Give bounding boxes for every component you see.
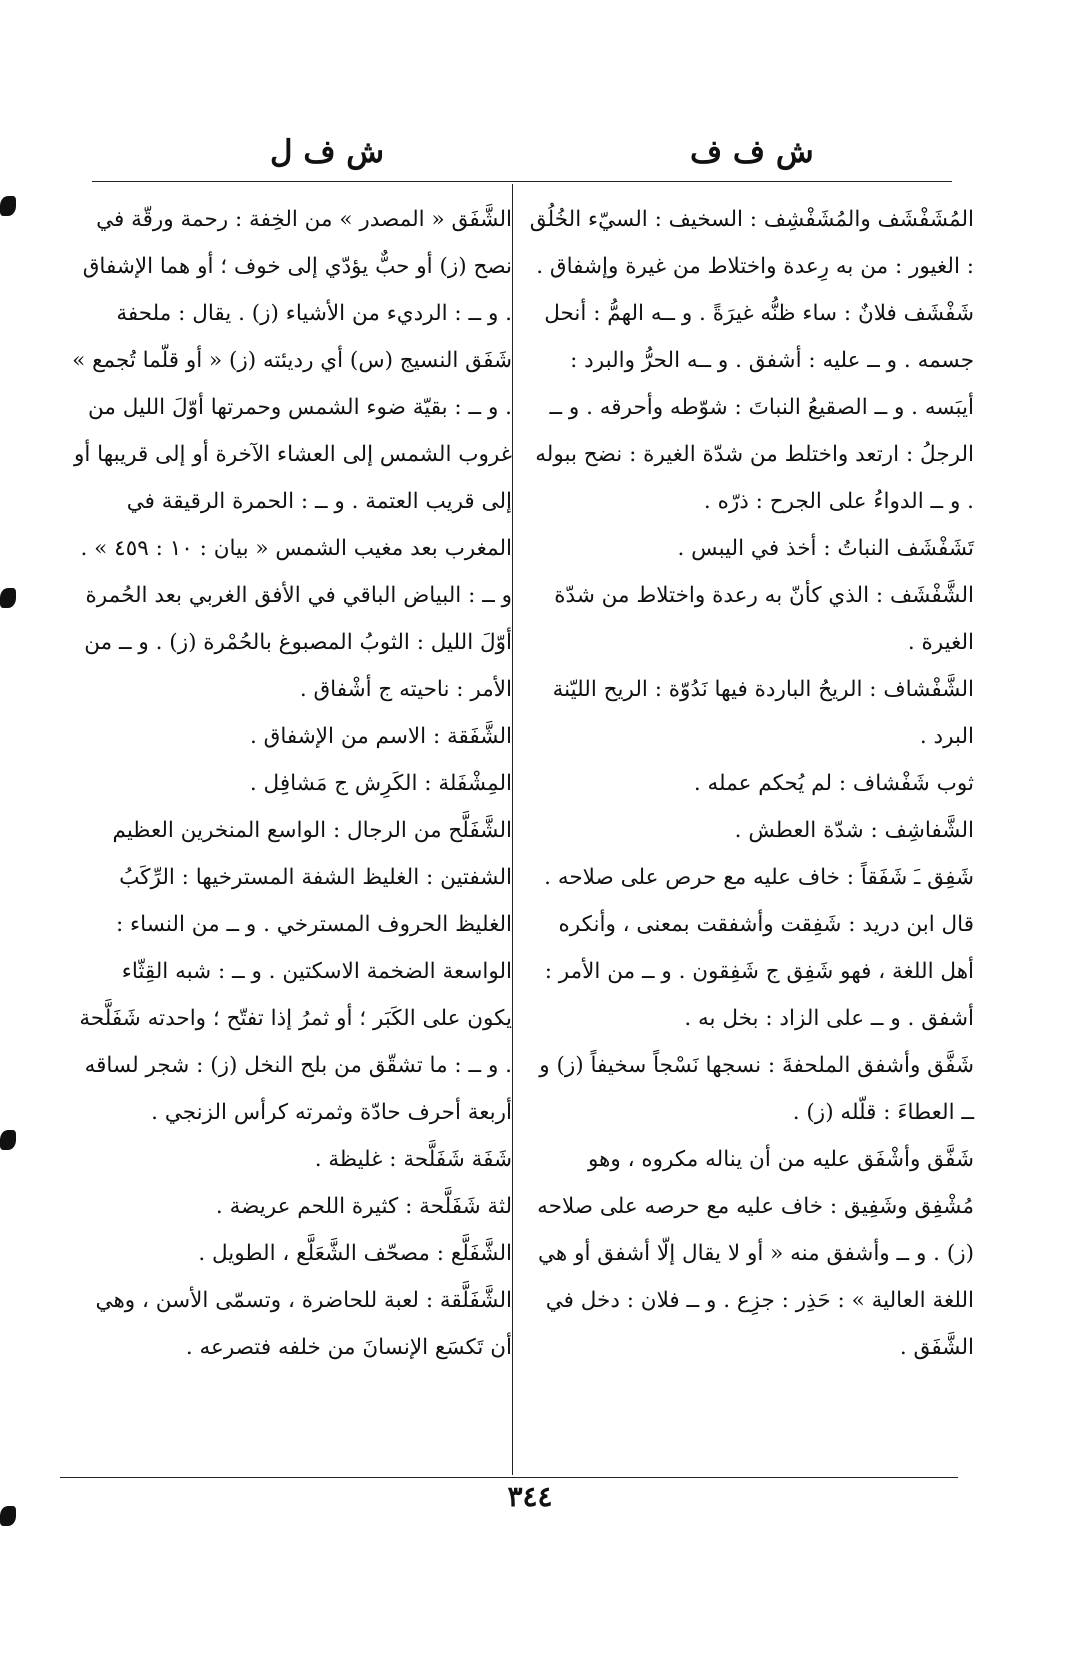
entry-l2: الشَّفَقة : الاسم من الإشفاق . [249,724,512,749]
binding-mark [0,196,16,216]
entry-r10: شَفَّق وأشفق الملحفةَ : نسجها نَسْجاً سخيفاً (ز) و ــ العطاءَ : قلّله (ز) . [539,1053,974,1125]
page-header-right: ش ف ف [690,134,814,170]
entry-l7: الشَّفَلَّع : مصحّف الشَّعَلَّع ، الطويل . [198,1241,512,1266]
entry-r9: قال ابن دريد : شَفِقت وأشفقت بمعنى ، وأنكره أهل اللغة ، فهو شَفِق ج شَفِقون . و ــ من الأمر : أشفق . و ــ على الزاد : بخل به . [544,912,974,1031]
entry-r11: شَفَّق وأشْفَق عليه من أن يناله مكروه ، وهو مُشْفِق وشَفِيق : خاف عليه مع حرصه على صلاحه (ز) . و ــ وأشفق منه « أو لا يقال إلّا أشفق أو هي اللغة العالية » : حَذِر : جزِع . و ــ فلان : دخل في الشَّفَق . [537,1147,974,1360]
entry-l6: لثة شَفَلَّحة : كثيرة اللحم عريضة . [215,1194,512,1219]
binding-mark [0,588,16,608]
binding-mark [0,1130,16,1150]
entry-l4: الشَّفَلَّح من الرجال : الواسع المنخرين العظيم الشفتين : الغليظ الشفة المسترخيها : الرِّكَبُ الغليظ الحروف المسترخي . و ــ من النساء : الواسعة الضخمة الاسكتين . و ــ : شبه القِثّاء يكون على الكَبَر ؛ أو ثمرُ إذا تفتّح ؛ واحدته شَفَلَّحة . و ــ : ما تشقّق من بلح النخل (ز) : شجر لساقه أربعة أحرف حادّة وثمرته كرأس الزنجي . [79,818,512,1125]
entry-r1: المُشَفْشَف والمُشَفْشِف : السخيف : السيّء الخُلُق : الغيور : من به رِعدة واختلاط من غيرة وإشفاق . [529,207,974,279]
entry-r6: ثوب شَفْشاف : لم يُحكم عمله . [693,771,974,796]
right-column [524,196,974,1371]
entry-l5: شَفَة شَفَلَّحة : غليظة . [314,1147,512,1172]
entry-r8: شَفِق ـَ شَفَقاً : خاف عليه مع حرص على صلاحه . [544,865,974,890]
entry-l8: الشَّفَلَّقة : لعبة للحاضرة ، وتسمّى الأسن ، وهي أن تَكسَع الإنسانَ من خلفه فتصرعه . [95,1288,512,1360]
entry-r5: الشَّفْشاف : الريحُ الباردة فيها نَدُوّة : الريح الليّنة البرد . [552,677,974,749]
top-divider [92,181,952,182]
entry-r3: تَشَفْشَف النباتُ : أخذ في اليبس . [677,536,974,561]
entry-r4: الشَّفْشَف : الذي كأنّ به رعدة واختلاط من شدّة الغيرة . [554,583,974,655]
page-number: ٣٤٤ [507,1480,553,1513]
binding-mark [0,1506,16,1526]
left-column [72,196,512,1371]
bottom-divider [60,1477,958,1478]
entry-r2: شَفْشَف فلانٌ : ساء ظنُّه غيرَةً . و ــه الهمُّ : أنحل جسمه . و ــ عليه : أشفق . و ــه الحرُّ والبرد : أيبَسه . و ــ الصقيعُ النباتَ : شوّطه وأحرقه . و ــ الرجلُ : ارتعد واختلط من شدّة الغيرة : نضح ببوله . و ــ الدواءُ على الجرح : ذرّه . [535,301,974,514]
page-header-left: ش ف ل [270,134,385,170]
column-divider [512,184,513,1475]
entry-r7: الشَّفاشِف : شدّة العطش . [734,818,974,843]
entry-l1: الشَّفَق « المصدر » من الخِفة : رحمة ورقّة في نصح (ز) أو حبٌّ يؤدّي إلى خوف ؛ أو هما الإشفاق . و ــ : الرديء من الأشياء (ز) . يقال : ملحفة شَفَق النسيج (س) أي رديئته (ز) « أو قلّما تُجمع » . و ــ : بقيّة ضوء الشمس وحمرتها أوّلَ الليل من غروب الشمس إلى العشاء الآخرة أو إلى قريبها أو إلى قريب العتمة . و ــ : الحمرة الرقيقة في المغرب بعد مغيب الشمس « بيان : ١٠ : ٤٥٩ » . و ــ : البياض الباقي في الأفق الغربي بعد الحُمرة أوّلَ الليل : الثوبُ المصبوغ بالحُمْرة (ز) . و ــ من الأمر : ناحيته ج أشْفاق . [72,207,512,702]
entry-l3: المِشْفَلة : الكَرِش ج مَشافِل . [249,771,512,796]
